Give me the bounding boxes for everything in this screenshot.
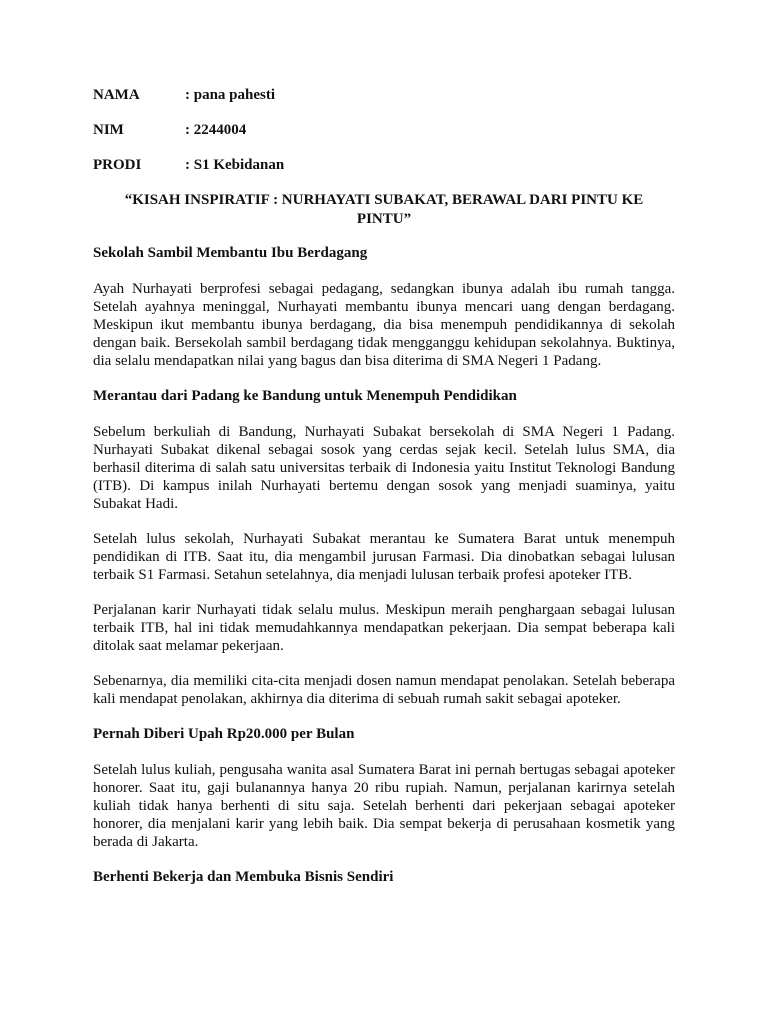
prodi-row bbox=[93, 156, 675, 175]
paragraph: Sebelum berkuliah di Bandung, Nurhayati Subakat bersekolah di SMA Negeri 1 Padang. Nurhayati Subakat dikenal sebagai sosok yang cerdas sejak kecil. Setelah lulus SMA, dia berhasil diterima di salah satu universitas terbaik di Indonesia yaitu Institut Teknologi Bandung (ITB). Di kampus inilah Nurhayati bertemu dengan sosok yang menjadi suaminya, yaitu Subakat Hadi. bbox=[93, 424, 675, 512]
section-heading: Merantau dari Padang ke Bandung untuk Menempuh Pendidikan bbox=[93, 388, 517, 404]
paragraph: Ayah Nurhayati berprofesi sebagai pedagang, sedangkan ibunya adalah ibu rumah tangga. Setelah ayahnya meninggal, Nurhayati membantu ibunya mencari uang dengan berdagang. Meskipun ikut membantu ibunya berdagang, dia bisa menempuh pendidikannya di sekolah dengan baik. Bersekolah sambil berdagang tidak mengganggu kehidupan sekolahnya. Buktinya, dia selalu mendapatkan nilai yang bagus dan bisa diterima di SMA Negeri 1 Padang. bbox=[93, 281, 675, 369]
paragraph: Setelah lulus sekolah, Nurhayati Subakat merantau ke Sumatera Barat untuk menempuh pendidikan di ITB. Saat itu, dia mengambil jurusan Farmasi. Dia dinobatkan sebagai lulusan terbaik S1 Farmasi. Setahun setelahnya, dia menjadi lulusan terbaik profesi apoteker ITB. bbox=[93, 531, 675, 583]
nim-row bbox=[93, 121, 675, 140]
nama-row bbox=[93, 86, 675, 105]
section-heading: Sekolah Sambil Membantu Ibu Berdagang bbox=[93, 245, 368, 261]
nim-label: NIM bbox=[93, 122, 124, 138]
nim-value: : 2244004 bbox=[185, 122, 247, 138]
paragraph: Setelah lulus kuliah, pengusaha wanita asal Sumatera Barat ini pernah bertugas sebagai apoteker honorer. Saat itu, gaji bulanannya hanya 20 ribu rupiah. Namun, perjalanan karirnya setelah kuliah tidak hanya berhenti di situ saja. Setelah berhenti dari pekerjaan sebagai apoteker honorer, dia menjalani karir yang lebih baik. Dia sempat bekerja di perusahaan kosmetik yang berada di Jakarta. bbox=[93, 762, 675, 850]
document-title: “KISAH INSPIRATIF : NURHAYATI SUBAKAT, BERAWAL DARI PINTU KE PINTU” bbox=[124, 192, 644, 227]
paragraph: Perjalanan karir Nurhayati tidak selalu mulus. Meskipun meraih penghargaan sebagai lulusan terbaik ITB, hal ini tidak memudahkannya mendapatkan pekerjaan. Dia sempat beberapa kali ditolak saat melamar pekerjaan. bbox=[93, 602, 675, 654]
document-page bbox=[93, 86, 675, 904]
nama-value: : pana pahesti bbox=[185, 87, 276, 103]
section-heading: Pernah Diberi Upah Rp20.000 per Bulan bbox=[93, 726, 355, 742]
prodi-value: : S1 Kebidanan bbox=[185, 157, 285, 173]
paragraph: Sebenarnya, dia memiliki cita-cita menjadi dosen namun mendapat penolakan. Setelah beberapa kali mendapat penolakan, akhirnya dia diterima di sebuah rumah sakit sebagai apoteker. bbox=[93, 673, 675, 707]
prodi-label: PRODI bbox=[93, 157, 142, 173]
section-heading: Berhenti Bekerja dan Membuka Bisnis Sendiri bbox=[93, 869, 394, 885]
nama-label: NAMA bbox=[93, 87, 140, 103]
